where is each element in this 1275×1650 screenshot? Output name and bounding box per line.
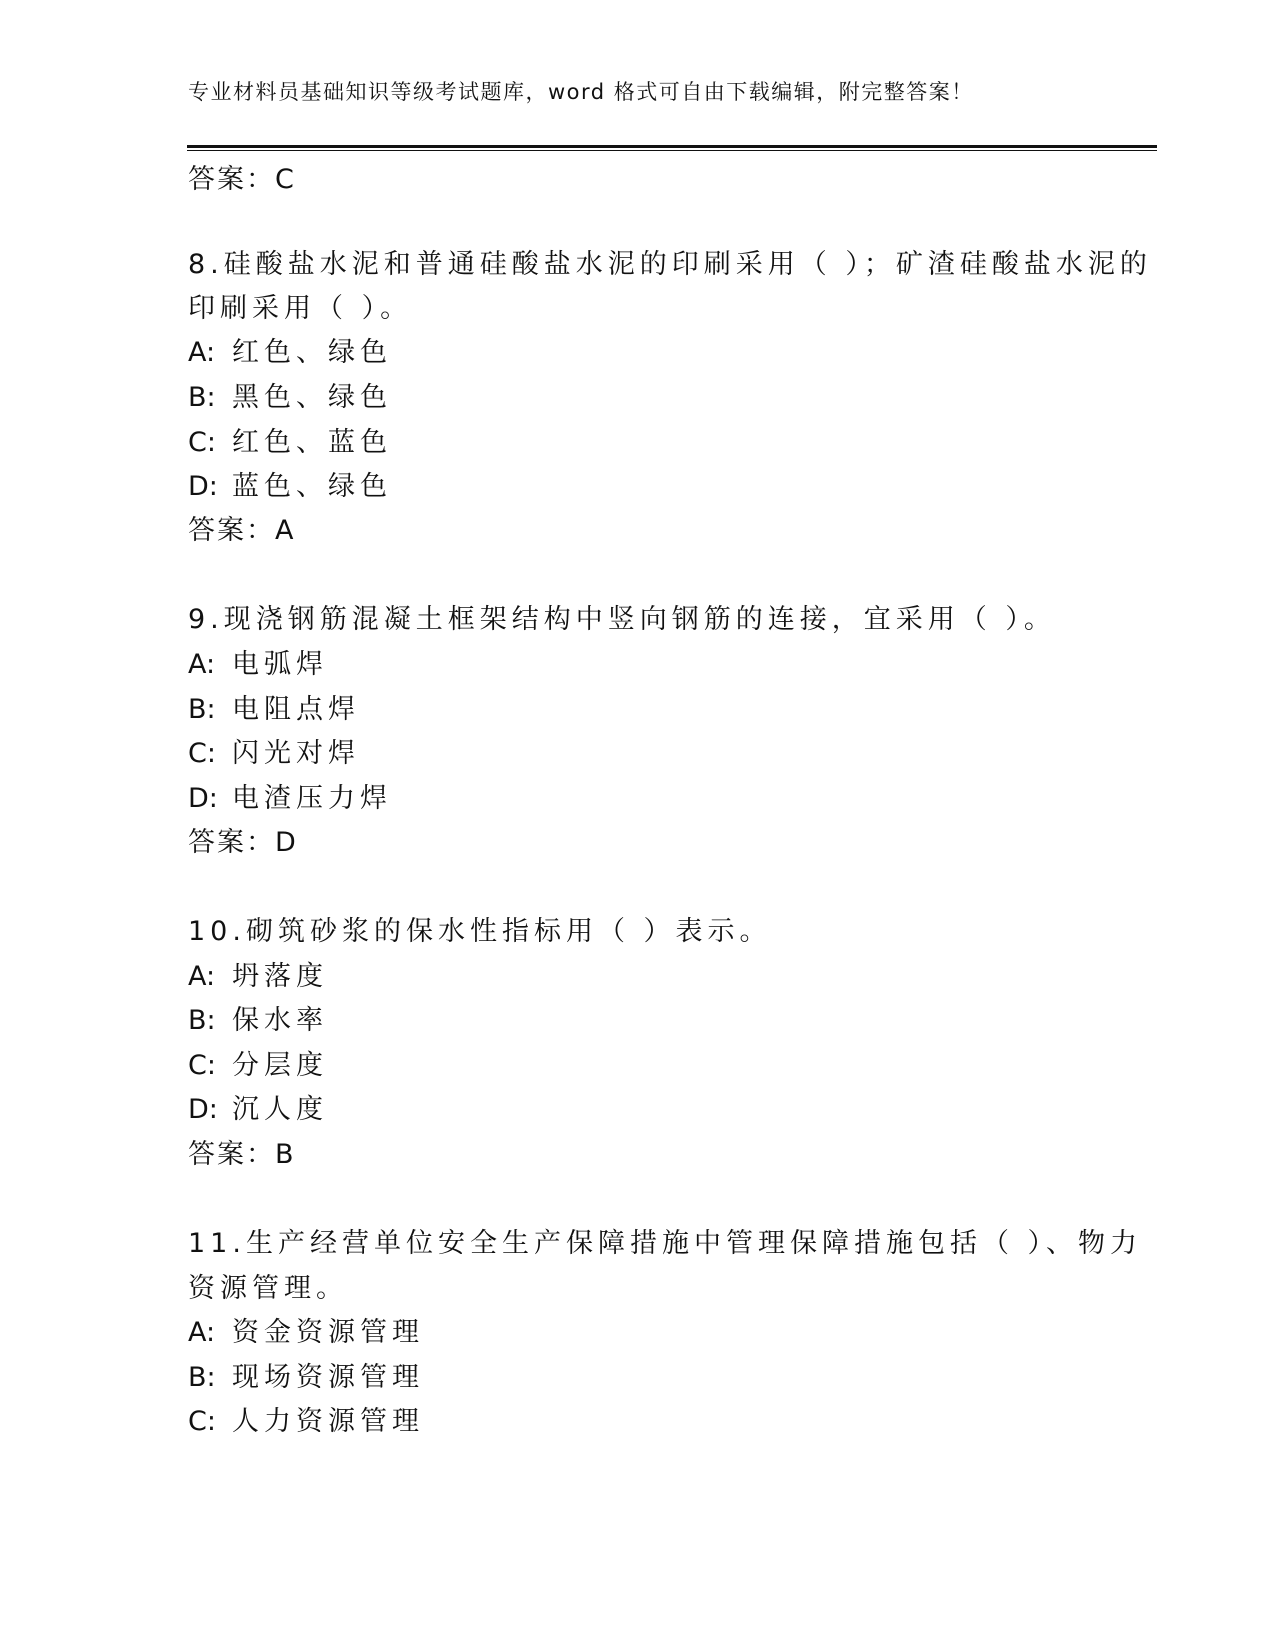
option-a [188, 1313, 424, 1353]
option-d [188, 1090, 328, 1130]
answer-line [188, 1135, 296, 1175]
option-text: 现场资源管理 [232, 1362, 424, 1393]
question-stem: 印刷采用（ ）。 [188, 293, 413, 324]
answer-value: B [275, 1139, 296, 1170]
option-b [188, 378, 392, 418]
option-text: 资金资源管理 [232, 1317, 424, 1348]
option-text: 蓝色、绿色 [232, 471, 392, 502]
question-stem: 资源管理。 [188, 1273, 348, 1304]
option-key: C: [188, 738, 216, 769]
option-c [188, 1046, 328, 1086]
answer-line [188, 511, 295, 551]
answer-line [188, 160, 296, 200]
option-key: A: [188, 649, 216, 680]
option-text: 保水率 [232, 1005, 328, 1036]
option-text: 电阻点焊 [232, 694, 360, 725]
option-key: D: [188, 1094, 218, 1125]
answer-line [188, 823, 298, 863]
option-d [188, 467, 392, 507]
question-stem: 9.现浇钢筋混凝土框架结构中竖向钢筋的连接，宜采用（ ）。 [188, 604, 1056, 635]
answer-label: 答案： [188, 827, 275, 858]
question-stem: 8.硅酸盐水泥和普通硅酸盐水泥的印刷采用（ ）；矿渣硅酸盐水泥的 [188, 249, 1152, 280]
option-c [188, 423, 392, 463]
option-a [188, 957, 328, 997]
option-text: 分层度 [232, 1050, 328, 1081]
question-stem: 11.生产经营单位安全生产保障措施中管理保障措施包括（ ）、物力 [188, 1228, 1143, 1259]
answer-value: C [275, 164, 296, 195]
option-key: C: [188, 1406, 216, 1437]
option-text: 闪光对焊 [232, 738, 360, 769]
option-a [188, 333, 392, 373]
option-key: C: [188, 427, 216, 458]
option-key: A: [188, 337, 216, 368]
answer-label: 答案： [188, 164, 275, 195]
option-text: 电渣压力焊 [232, 783, 392, 814]
option-b [188, 1358, 424, 1398]
option-key: C: [188, 1050, 216, 1081]
option-d [188, 779, 392, 819]
option-key: B: [188, 1362, 216, 1393]
option-text: 黑色、绿色 [232, 382, 392, 413]
option-text: 红色、绿色 [232, 337, 392, 368]
option-text: 电弧焊 [232, 649, 328, 680]
page-header: 专业材料员基础知识等级考试题库，word 格式可自由下载编辑，附完整答案！ [188, 80, 974, 104]
answer-label: 答案： [188, 515, 275, 546]
answer-label: 答案： [188, 1139, 275, 1170]
option-key: B: [188, 694, 216, 725]
answer-value: A [275, 515, 296, 546]
option-b [188, 1001, 328, 1041]
option-key: D: [188, 783, 218, 814]
option-text: 红色、蓝色 [232, 427, 392, 458]
option-a [188, 645, 328, 685]
answer-value: D [275, 827, 298, 858]
option-key: B: [188, 382, 216, 413]
option-key: B: [188, 1005, 216, 1036]
option-text: 坍落度 [232, 961, 328, 992]
option-text: 人力资源管理 [232, 1406, 424, 1437]
option-b [188, 690, 360, 730]
option-c [188, 1402, 424, 1442]
header-divider [187, 145, 1157, 151]
option-c [188, 734, 360, 774]
option-key: D: [188, 471, 218, 502]
question-stem: 10.砌筑砂浆的保水性指标用（ ）表示。 [188, 916, 772, 947]
option-text: 沉人度 [232, 1094, 328, 1125]
option-key: A: [188, 961, 216, 992]
option-key: A: [188, 1317, 216, 1348]
